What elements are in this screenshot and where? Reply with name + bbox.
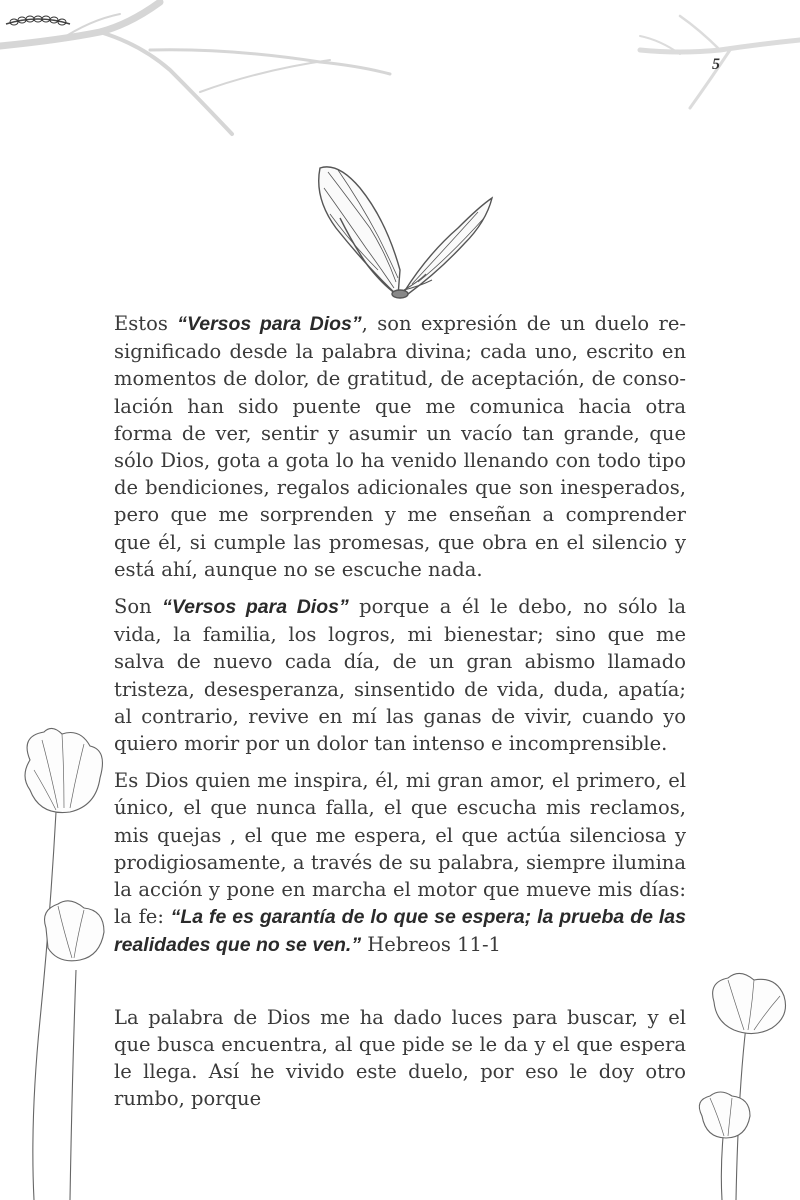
branch-right [620,10,800,110]
paragraph: Son “Versos para Dios” porque a él le debo, no sólo la vida, la familia, los logros, mi bienestar; sino que me salva de nuevo cada día, de un gran abismo llamado tristeza, desesperanza, sinsentido de vida, duda, apatía; al contrario, revive en mí las ganas de vivir, cuando yo quiero morir por un dolor tan intenso e incomprensible. [114,595,686,756]
body-text [114,310,686,1122]
page-number: 5 [712,56,720,73]
book-title-emphasis: “Versos para Dios” [162,596,349,619]
branch-left [0,0,400,140]
paragraph: La palabra de Dios me ha dado luces para buscar, y el que busca encuentra, al que pide se le da y el que espera le llega. Así he vivido este duelo, por eso le doy otro rumbo, porque [114,1005,686,1111]
paragraph: Estos “Versos para Dios”, son expresión de un duelo resignificado desde la palabra divina; cada uno, escrito en momentos de dolor, de gratitud, de aceptación, de consolación han sido puente que me comunica hacia otra forma de ver, sentir y asumir un vacío tan grande, que sólo Dios, gota a gota lo ha venido llenando con todo tipo de bendiciones, regalos adicionales que son inesperados, pero que me sorprenden y me enseñan a comprender que él, si cumple las promesas, que obra en el silencio y está ahí, aunque no se escuche nada. [114,312,686,581]
butterfly-illustration [308,158,500,310]
bible-quote: “La fe es garantía de lo que se espera; la prueba de las realidades que no se ven.” [114,906,686,957]
paragraph: Es Dios quien me inspira, él, mi gran amor, el primero, el único, el que nunca falla, el que escucha mis reclamos, mis quejas , el que me espera, el que actúa silenciosa y prodigiosamente, a través de su palabra, siempre ilumina la acción y pone en marcha el motor que mueve mis días: la fe: “La fe es garantía de lo que se espera; la prueba de las realidades que no se ven.” Hebreos 11-1 [114,769,686,957]
poppy-flowers-right [680,966,800,1200]
poppy-flowers-left [0,720,120,1200]
book-title-emphasis: “Versos para Dios” [177,313,362,335]
